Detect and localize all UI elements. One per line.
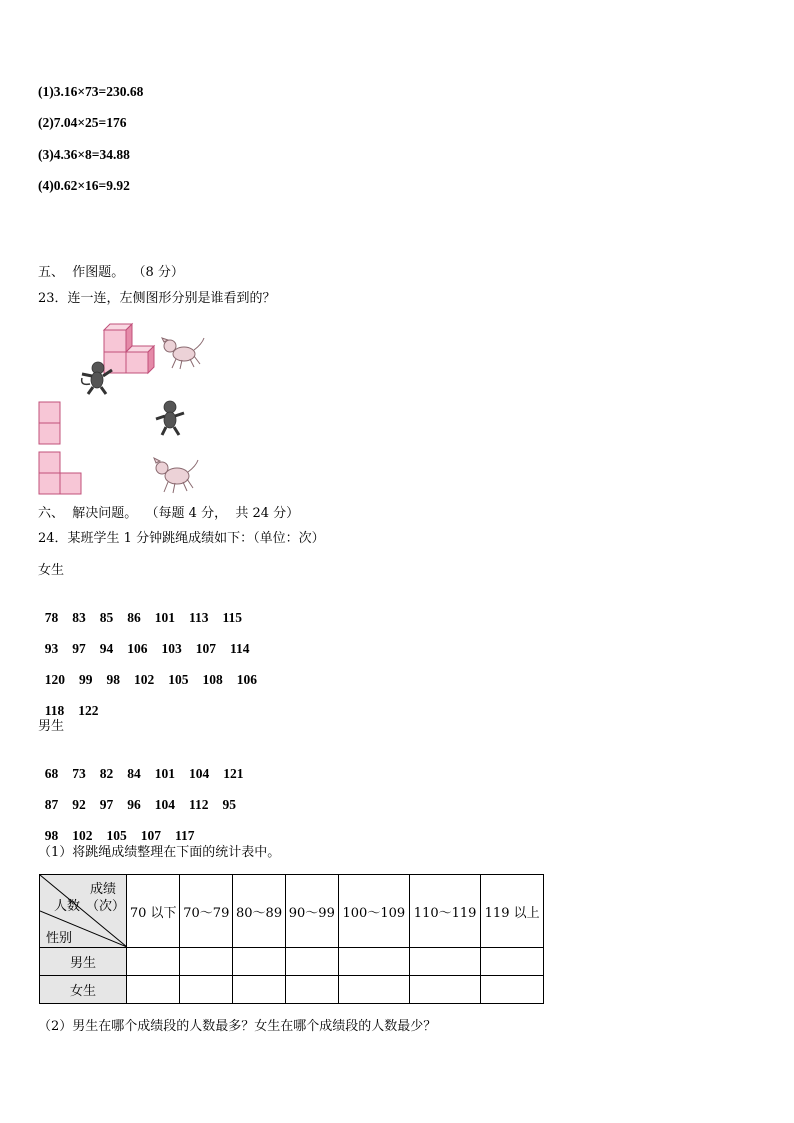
score: 108 [202,672,223,687]
score: 87 [44,797,59,812]
question-23: 23．连一连，左侧图形分别是谁看到的？ [38,291,276,306]
score: 68 [44,766,59,781]
view-shape-l [38,451,83,495]
table-cell[interactable] [409,976,480,1004]
score: 118 [44,703,65,718]
score: 94 [99,641,114,656]
table-row [40,948,544,976]
score: 85 [99,610,114,625]
score: 120 [44,672,65,687]
monkey-icon [78,360,118,396]
table-cell[interactable] [285,948,338,976]
corner-unit-label: （次） [86,899,126,914]
answer-2: (2)7.04×25=176 [38,115,127,130]
dog-icon [150,456,202,496]
row-header-boys: 男生 [40,948,127,976]
table-cell[interactable] [285,976,338,1004]
table-cell[interactable] [127,976,180,1004]
score: 83 [72,610,86,625]
sub-question-1: （1）将跳绳成绩整理在下面的统计表中。 [38,845,281,860]
column-header: 110～119 [409,875,480,948]
score: 107 [195,641,216,656]
girls-label: 女生 [38,563,65,578]
score: 107 [140,828,161,843]
score: 102 [134,672,155,687]
corner-people-label: 人数 [54,899,81,914]
table-cell[interactable] [481,948,544,976]
score: 113 [189,610,209,625]
score: 78 [44,610,59,625]
table-cell[interactable] [409,948,480,976]
statistics-table [39,874,544,1004]
score: 95 [222,797,237,812]
score: 105 [106,828,127,843]
table-cell[interactable] [233,948,286,976]
score: 112 [189,797,209,812]
corner-score-label: 成绩 [90,882,117,897]
girls-row [38,687,113,719]
table-cell[interactable] [180,976,233,1004]
column-header: 70～79 [180,875,233,948]
view-shape-vertical [38,401,62,445]
answer-3: (3)4.36×8=34.88 [38,147,130,162]
score: 102 [72,828,93,843]
score: 122 [78,703,99,718]
boys-row [38,781,250,813]
score: 105 [168,672,189,687]
score: 86 [127,610,141,625]
girls-row [38,625,264,657]
score: 101 [154,610,175,625]
table-cell[interactable] [481,976,544,1004]
score: 104 [154,797,175,812]
diagonal-header-cell [40,875,127,948]
column-header: 80～89 [233,875,286,948]
corner-gender-label: 性别 [46,931,73,946]
score: 99 [79,672,93,687]
score: 97 [99,797,114,812]
table-cell[interactable] [233,976,286,1004]
score: 84 [127,766,141,781]
score: 103 [161,641,182,656]
score: 98 [44,828,59,843]
dog-icon [158,334,208,372]
column-header: 119 以上 [481,875,544,948]
question-24: 24．某班学生 1 分钟跳绳成绩如下：（单位：次） [38,531,325,546]
column-header: 70 以下 [127,875,180,948]
answer-1: (1)3.16×73=230.68 [38,84,144,99]
score: 104 [189,766,210,781]
score: 92 [72,797,86,812]
table-row [40,976,544,1004]
score: 117 [175,828,195,843]
score: 93 [44,641,59,656]
boys-label: 男生 [38,719,65,734]
sub-question-2: （2）男生在哪个成绩段的人数最多？女生在哪个成绩段的人数最少？ [38,1019,437,1034]
boys-row [38,750,258,782]
score: 101 [154,766,175,781]
score: 115 [222,610,243,625]
girls-row [38,656,271,688]
score: 106 [236,672,257,687]
section-five-heading: 五、 作图题。 （8 分） [38,265,184,280]
answer-4: (4)0.62×16=9.92 [38,178,130,193]
score: 121 [223,766,244,781]
boys-row [38,812,209,844]
score: 96 [127,797,141,812]
section-six-heading: 六、 解决问题。 （每题 4 分， 共 24 分） [38,506,300,521]
table-header-row [40,875,544,948]
row-header-girls: 女生 [40,976,127,1004]
monkey-icon [152,399,188,437]
table-cell[interactable] [180,948,233,976]
score: 73 [72,766,86,781]
score: 106 [127,641,148,656]
score: 97 [72,641,86,656]
score: 98 [106,672,120,687]
table-cell[interactable] [338,948,409,976]
table-cell[interactable] [127,948,180,976]
column-header: 100～109 [338,875,409,948]
score: 82 [99,766,114,781]
girls-row [38,594,256,626]
score: 114 [230,641,250,656]
table-cell[interactable] [338,976,409,1004]
column-header: 90～99 [285,875,338,948]
